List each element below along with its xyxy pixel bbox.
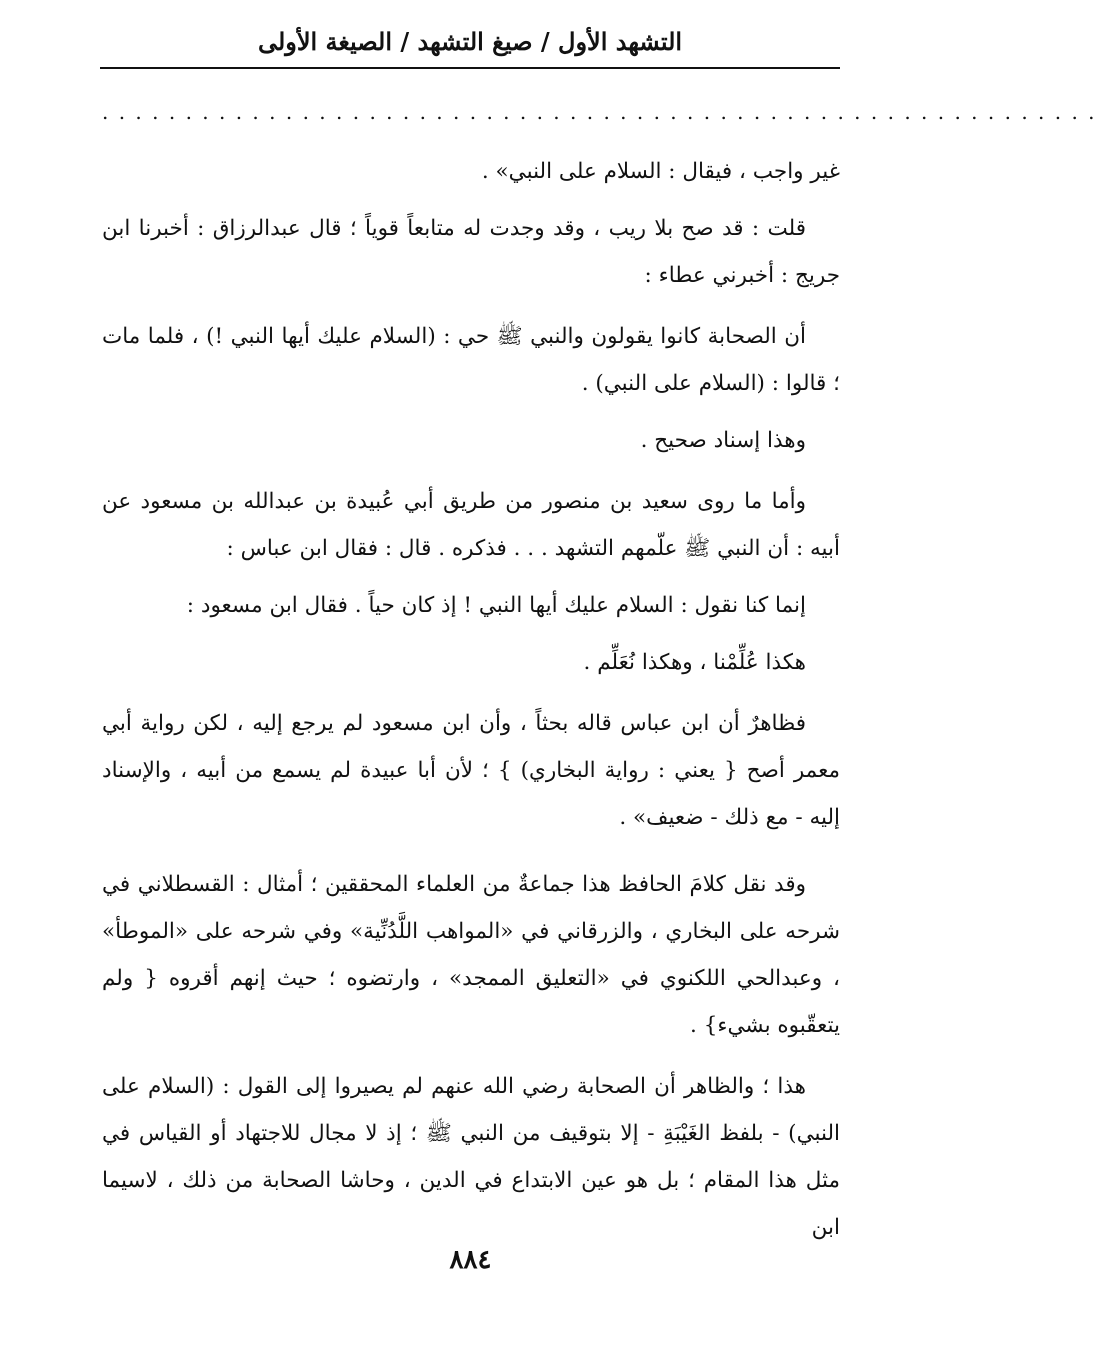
paragraph: وقد نقل كلامَ الحافظ هذا جماعةٌ من العلماء المحققين ؛ أمثال : القسطلاني في شرحه على البخاري ، والزرقاني في «المواهب اللَّدُنِّية» وفي شرحه على «الموطأ» ، وعبدالحي اللكنوي في «التعليق الممجد» ، وارتضوه ؛ حيث إنهم أقروه { ولم يتعقّبوه بشيء} . [102, 872, 840, 1038]
quote-line: هكذا عُلِّمْنا ، وهكذا نُعَلِّم . [583, 650, 806, 675]
paragraph: قلت : قد صح بلا ريب ، وقد وجدت له متابعاً قوياً ؛ قال عبدالرزاق : أخبرنا ابن جريج : أخبرني عطاء : [102, 216, 840, 288]
paragraph: وأما ما روى سعيد بن منصور من طريق أبي عُبيدة بن عبدالله بن مسعود عن أبيه : أن النبي ﷺ علّمهم التشهد . . . فذكره . قال : فقال ابن عباس : [102, 489, 840, 561]
dotted-separator: . . . . . . . . . . . . . . . . . . . . . . . . . . . . . . . . . . . . . . . . . . . . . . . . . . . . . . . . . . . . [102, 100, 1097, 124]
quote-line: إنما كنا نقول : السلام عليك أيها النبي ! إذ كان حياً . فقال ابن مسعود : [186, 593, 806, 618]
quote-paragraph: أن الصحابة كانوا يقولون والنبي ﷺ حي : (السلام عليك أيها النبي !) ، فلما مات ؛ قالوا : (السلام على النبي) . [102, 324, 840, 396]
paragraph: غير واجب ، فيقال : السلام على النبي» . [481, 159, 840, 184]
page-number: ٨٨٤ [449, 1245, 492, 1275]
header-rule [100, 67, 840, 69]
page-body [102, 148, 840, 1251]
paragraph: فظاهرٌ أن ابن عباس قاله بحثاً ، وأن ابن مسعود لم يرجع إليه ، لكن رواية أبي معمر أصح { يعني : رواية البخاري) } ؛ لأن أبا عبيدة لم يسمع من أبيه ، والإسناد إليه - مع ذلك - ضعيف» . [102, 711, 840, 830]
paragraph: هذا ؛ والظاهر أن الصحابة رضي الله عنهم لم يصيروا إلى القول : (السلام على النبي) - بلفظ الغَيْبَةِ - إلا بتوقيف من النبي ﷺ ؛ إذ لا مجال للاجتهاد أو القياس في مثل هذا المقام ؛ بل هو عين الابتداع في الدين ، وحاشا الصحابة من ذلك ، لاسيما ابن [102, 1074, 840, 1240]
paragraph: وهذا إسناد صحيح . [640, 428, 806, 453]
running-header: التشهد الأول / صيغ التشهد / الصيغة الأولى [257, 27, 683, 56]
